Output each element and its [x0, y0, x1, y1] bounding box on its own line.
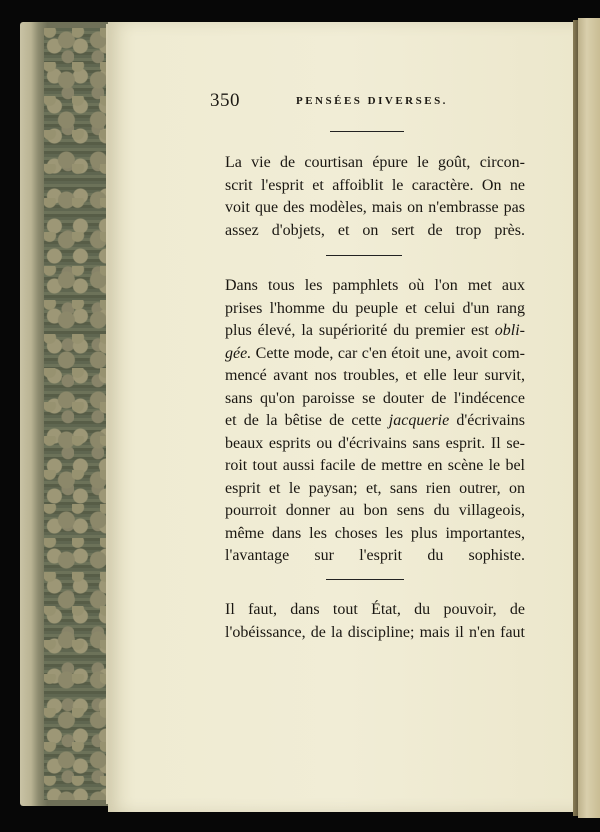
italic-word: obli-	[494, 322, 525, 339]
text-line	[225, 410, 525, 433]
italic-word: jacquerie	[388, 412, 450, 429]
text-line: beaux esprits ou d'écrivains sans esprit. Il se-	[225, 434, 525, 452]
text-segment: Cette mode, car c'en étoit une, avoit com-	[255, 344, 525, 362]
text-line	[225, 320, 525, 343]
text-segment: et de la bêtise de cette	[225, 412, 382, 429]
text-line: prises l'homme du peuple et celui d'un rang	[225, 299, 525, 317]
text-line: même dans les choses les plus importantes,	[225, 524, 525, 542]
paragraph	[225, 152, 525, 242]
text-line: sans qu'on paroisse se douter de l'indécence	[225, 389, 525, 407]
page-number: 350	[210, 90, 240, 111]
marbled-page-edges	[44, 28, 108, 800]
text-segment: plus élevé, la supériorité du premier est	[225, 322, 489, 339]
running-head	[210, 90, 545, 112]
text-line: roit tout aussi facile de mettre en scène le bel	[225, 457, 525, 474]
text-line: esprit et le paysan; et, sans rien outrer, on	[225, 479, 525, 497]
running-title: PENSÉES DIVERSES.	[296, 95, 448, 107]
text-line: assez d'objets, et on sert de trop près.	[225, 221, 525, 239]
section-rule	[326, 255, 402, 256]
text-line	[225, 343, 525, 366]
text-line: mencé avant nos troubles, et elle leur survit,	[225, 367, 525, 384]
text-line: l'obéissance, de la discipline; mais il n'en faut	[225, 623, 525, 641]
text-line: l'avantage sur l'esprit du sophiste.	[225, 547, 525, 564]
paragraph	[225, 599, 525, 644]
section-rule	[330, 131, 404, 132]
text-line: voit que des modèles, mais on n'embrasse pas	[225, 199, 525, 216]
text-line: pourroit donner au bon sens du villageois,	[225, 502, 525, 519]
paragraph	[225, 275, 525, 568]
section-rule	[326, 579, 404, 580]
italic-word: gée.	[225, 344, 252, 362]
text-line: scrit l'esprit et affoiblit le caractère. On ne	[225, 176, 525, 194]
text-segment: d'écrivains	[456, 412, 526, 429]
text-line: La vie de courtisan épure le goût, circon-	[225, 154, 525, 171]
facing-page-edge	[578, 18, 600, 818]
text-line: Il faut, dans tout État, du pouvoir, de	[225, 601, 525, 618]
text-line: Dans tous les pamphlets où l'on met aux	[225, 277, 525, 294]
